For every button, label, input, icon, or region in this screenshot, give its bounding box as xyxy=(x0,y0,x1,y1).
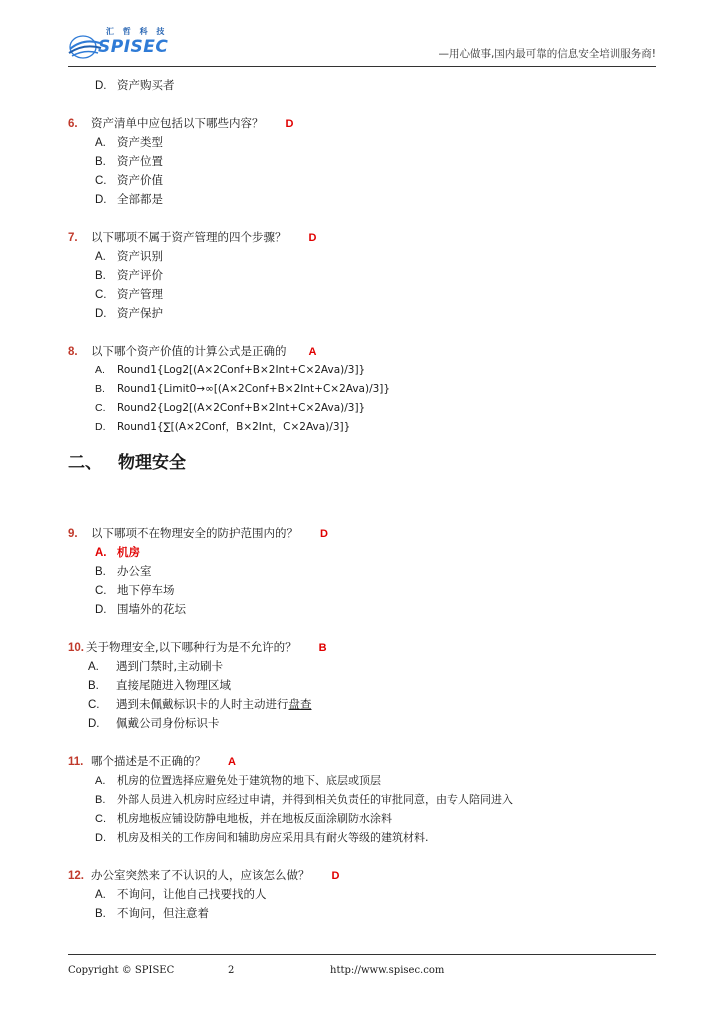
option-line-correct: A. 机房 xyxy=(95,545,140,559)
option-line: D. 资产购买者 xyxy=(95,78,175,92)
footer-url[interactable]: http://www.spisec.com xyxy=(330,965,445,976)
option-line: A. Round1{Log2[(A×2Conf+B×2Int+C×2Ava)/3]} xyxy=(95,364,366,376)
answer-key: D xyxy=(320,528,328,540)
option-line: B. 直接尾随进入物理区域 xyxy=(88,678,231,692)
question-6: 6. 资产清单中应包括以下哪些内容？ D xyxy=(68,116,294,130)
logo-chinese-name: 汇 哲 科 技 xyxy=(106,27,168,36)
section-heading: 二、 物理安全 xyxy=(68,453,186,473)
question-7: 7. 以下哪项不属于资产管理的四个步骤？ D xyxy=(68,230,317,244)
option-line: D. 全部都是 xyxy=(95,192,163,206)
option-line: D. 佩戴公司身份标识卡 xyxy=(88,716,220,730)
page-number: 2 xyxy=(228,965,235,976)
option-line: D. 围墙外的花坛 xyxy=(95,602,186,616)
option-line: B. 不询问，但注意着 xyxy=(95,906,209,920)
answer-key: A xyxy=(228,756,236,768)
option-line: C. 资产价值 xyxy=(95,173,163,187)
option-line: B. 外部人员进入机房时应经过申请，并得到相关负责任的审批同意，由专人陪同进入 xyxy=(95,793,513,806)
spisec-logo xyxy=(68,26,178,62)
option-line: A. 资产类型 xyxy=(95,135,163,149)
option-line: B. 办公室 xyxy=(95,564,152,578)
answer-key: D xyxy=(331,870,340,882)
option-line: B. Round1{Limit0→∞[(A×2Conf+B×2Int+C×2Ava)/3]} xyxy=(95,383,391,395)
option-line: D. 机房及相关的工作房间和辅助房应采用具有耐火等级的建筑材料. xyxy=(95,831,429,844)
option-line: A. 不询问，让他自己找要找的人 xyxy=(95,887,267,901)
option-line: D. 资产保护 xyxy=(95,306,163,320)
option-line: A. 遇到门禁时,主动刷卡 xyxy=(88,659,224,673)
question-8: 8. 以下哪个资产价值的计算公式是正确的 A xyxy=(68,344,317,358)
option-line: C. 机房地板应铺设防静电地板，并在地板反面涂刷防水涂料 xyxy=(95,812,392,825)
answer-key: D xyxy=(308,232,317,244)
option-line: B. 资产位置 xyxy=(95,154,163,168)
globe-logo-icon xyxy=(68,34,102,60)
option-line: C. 资产管理 xyxy=(95,287,163,301)
question-9: 9. 以下哪项不在物理安全的防护范围内的？ D xyxy=(68,526,328,540)
answer-key: A xyxy=(308,346,317,358)
question-12: 12. 办公室突然来了不认识的人，应该怎么做？ D xyxy=(68,868,340,882)
answer-key: B xyxy=(318,642,327,654)
option-line: B. 资产评价 xyxy=(95,268,163,282)
option-line: C. 地下停车场 xyxy=(95,583,175,597)
option-line: C. Round2{Log2[(A×2Conf+B×2Int+C×2Ava)/3]} xyxy=(95,402,366,414)
option-line: C. 遇到未佩戴标识卡的人时主动进行盘查 xyxy=(88,697,312,711)
answer-key: D xyxy=(285,118,294,130)
question-list xyxy=(68,76,656,923)
logo-english-name: SPISEC xyxy=(98,37,169,57)
option-line: A. 资产识别 xyxy=(95,249,163,263)
header-slogan: —用心做事,国内最可靠的信息安全培训服务商! xyxy=(438,48,656,60)
option-line: D. Round1{∑[(A×2Conf，B×2Int，C×2Ava)/3]} xyxy=(95,421,351,433)
footer-copyright: Copyright © SPISEC xyxy=(68,965,175,976)
question-11: 11. 哪个描述是不正确的？ A xyxy=(68,754,236,768)
question-10: 10. 关于物理安全,以下哪种行为是不允许的？ B xyxy=(68,640,327,654)
page-header xyxy=(68,24,656,67)
option-line: A. 机房的位置选择应避免处于建筑物的地下、底层或顶层 xyxy=(95,774,381,787)
page-footer xyxy=(68,954,656,985)
